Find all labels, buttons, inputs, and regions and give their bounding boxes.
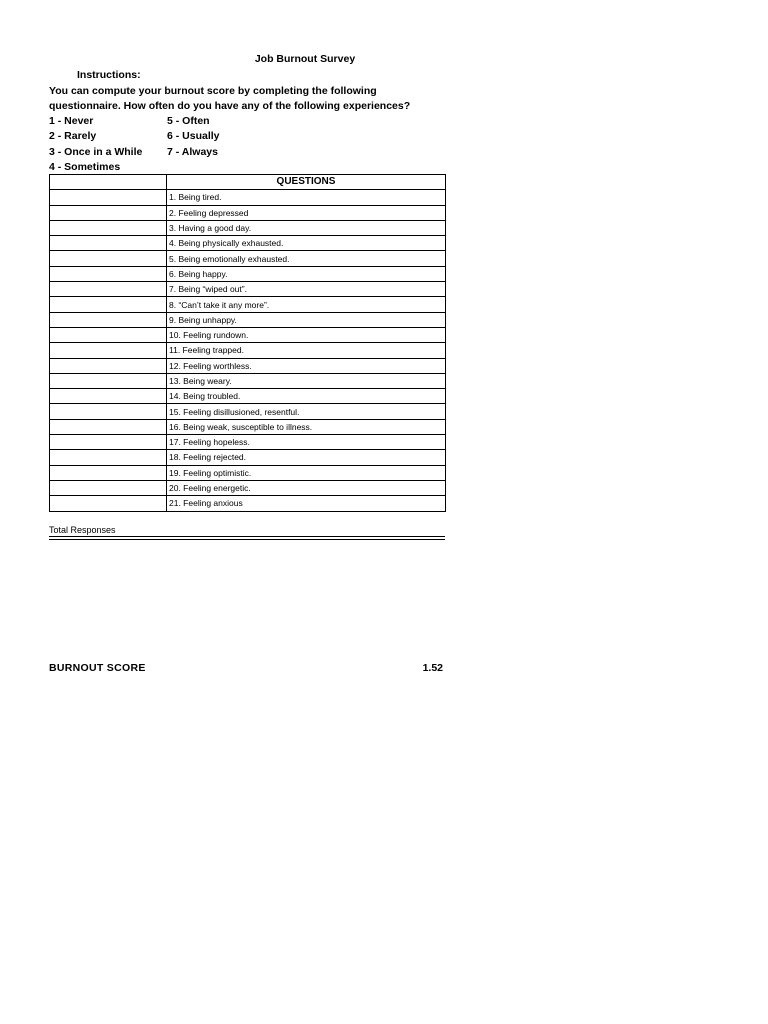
response-cell[interactable]	[50, 251, 167, 266]
response-cell[interactable]	[50, 190, 167, 205]
burnout-score-label: BURNOUT SCORE	[49, 662, 146, 674]
table-row	[50, 358, 446, 373]
question-text: 20. Feeling energetic.	[167, 480, 446, 495]
table-header-row	[50, 175, 446, 190]
response-cell[interactable]	[50, 435, 167, 450]
table-row	[50, 496, 446, 511]
survey-title: Job Burnout Survey	[254, 53, 356, 65]
response-cell[interactable]	[50, 389, 167, 404]
response-cell[interactable]	[50, 419, 167, 434]
question-text: 15. Feeling disillusioned, resentful.	[167, 404, 446, 419]
instructions-line-1: You can compute your burnout score by completing the following	[49, 85, 377, 97]
table-row	[50, 190, 446, 205]
question-text: 11. Feeling trapped.	[167, 343, 446, 358]
question-text: 1. Being tired.	[167, 190, 446, 205]
table-row	[50, 450, 446, 465]
response-cell[interactable]	[50, 297, 167, 312]
response-cell[interactable]	[50, 266, 167, 281]
scale-item: 7 - Always	[167, 145, 218, 158]
scale-item: 4 - Sometimes	[49, 160, 121, 173]
response-cell[interactable]	[50, 175, 167, 190]
response-cell[interactable]	[50, 205, 167, 220]
question-text: 10. Feeling rundown.	[167, 327, 446, 342]
instructions-label: Instructions:	[77, 69, 141, 81]
question-text: 5. Being emotionally exhausted.	[167, 251, 446, 266]
table-row	[50, 327, 446, 342]
response-cell[interactable]	[50, 480, 167, 495]
question-text: 18. Feeling rejected.	[167, 450, 446, 465]
response-cell[interactable]	[50, 282, 167, 297]
scale-item: 5 - Often	[167, 115, 210, 127]
response-cell[interactable]	[50, 220, 167, 235]
table-row	[50, 435, 446, 450]
instructions-text	[49, 84, 469, 115]
table-row	[50, 480, 446, 495]
question-text: 14. Being troubled.	[167, 389, 446, 404]
question-text: 8. “Can’t take it any more”.	[167, 297, 446, 312]
table-row	[50, 389, 446, 404]
response-cell[interactable]	[50, 404, 167, 419]
question-text: 4. Being physically exhausted.	[167, 236, 446, 251]
table-row	[50, 465, 446, 480]
scale-item: 1 - Never	[49, 115, 94, 127]
response-cell[interactable]	[50, 358, 167, 373]
scale-right-column	[167, 114, 220, 160]
table-row	[50, 297, 446, 312]
response-cell[interactable]	[50, 327, 167, 342]
table-row	[50, 236, 446, 251]
question-text: 13. Being weary.	[167, 373, 446, 388]
response-cell[interactable]	[50, 450, 167, 465]
scale-item: 2 - Rarely	[49, 130, 97, 143]
burnout-score-value: 1.52	[422, 662, 443, 674]
table-row	[50, 343, 446, 358]
response-cell[interactable]	[50, 496, 167, 511]
response-cell[interactable]	[50, 373, 167, 388]
question-text: 21. Feeling anxious	[167, 496, 446, 511]
instructions-line-2: questionnaire. How often do you have any of the following experiences?	[49, 100, 411, 113]
table-row	[50, 419, 446, 434]
response-cell[interactable]	[50, 236, 167, 251]
question-text: 19. Feeling optimistic.	[167, 465, 446, 480]
question-text: 9. Being unhappy.	[167, 312, 446, 327]
question-text: 7. Being “wiped out”.	[167, 282, 446, 297]
double-underline	[49, 539, 445, 540]
question-text: 2. Feeling depressed	[167, 205, 446, 220]
table-row	[50, 404, 446, 419]
question-text: 16. Being weak, susceptible to illness.	[167, 419, 446, 434]
response-cell[interactable]	[50, 312, 167, 327]
scale-item: 6 - Usually	[167, 130, 220, 143]
table-row	[50, 251, 446, 266]
question-text: 6. Being happy.	[167, 266, 446, 281]
question-text: 3. Having a good day.	[167, 220, 446, 235]
table-row	[50, 220, 446, 235]
table-row	[50, 373, 446, 388]
questions-header: QUESTIONS	[167, 175, 446, 190]
question-text: 17. Feeling hopeless.	[167, 435, 446, 450]
question-text: 12. Feeling worthless.	[167, 358, 446, 373]
table-row	[50, 312, 446, 327]
total-responses-label: Total Responses	[49, 525, 445, 537]
table-row	[50, 282, 446, 297]
response-cell[interactable]	[50, 465, 167, 480]
response-cell[interactable]	[50, 343, 167, 358]
table-row	[50, 266, 446, 281]
table-row	[50, 205, 446, 220]
scale-left-column	[49, 114, 142, 175]
questions-table	[49, 174, 446, 512]
scale-item: 3 - Once in a While	[49, 145, 143, 158]
